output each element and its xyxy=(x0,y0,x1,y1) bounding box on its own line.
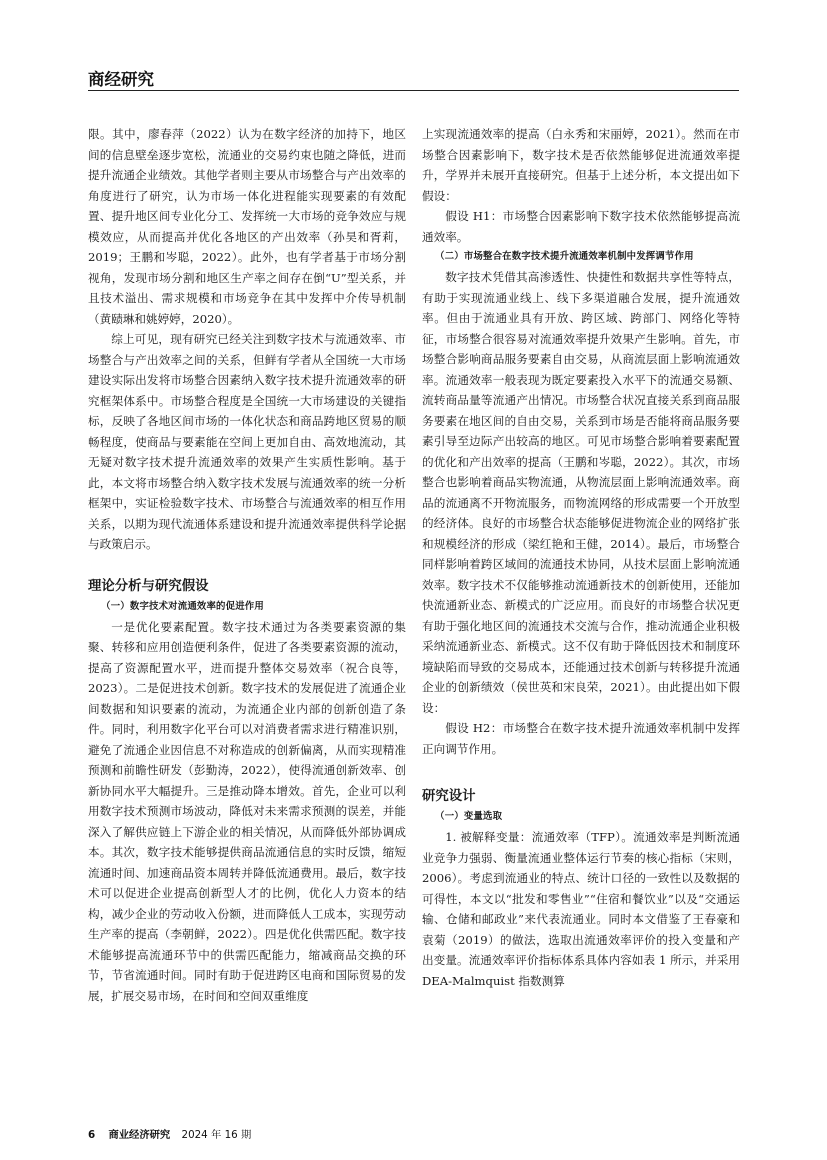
hypothesis-h2: 假设 H2：市场整合在数字技术提升流通效率机制中发挥正向调节作用。 xyxy=(422,721,740,756)
left-paragraph-2: 综上可见，现有研究已经关注到数字技术与流通效率、市场整合与产出效率之间的关系，但鲜有学者从全国统一大市场建设实际出发将市场整合因素纳入数字技术提升流通效率的研究框架体系中。市场整合程度是全国统一大市场建设的关键指标，反映了各地区间市场的一体化状态和商品跨地区贸易的顺畅程度，使商品与要素能在空间上更加自由、高效地流动，其无疑对数字技术提升流通效率的效果产生实质性影响。基于此，本文将市场整合纳入数字技术发展与流通效率的统一分析框架中，实证检验数字技术、市场整合与流通效率的相互作用关系，以期为现代流通体系建设和提升流通效率提供科学论据与政策启示。 xyxy=(88,332,406,551)
hypothesis-h1: 假设 H1：市场整合因素影响下数字技术依然能够提高流通效率。 xyxy=(422,209,740,244)
left-column xyxy=(88,124,406,1006)
page-number: 6 xyxy=(88,1129,96,1141)
subheading-variables: （一）变量选取 xyxy=(435,811,503,822)
header-rule xyxy=(88,90,739,91)
right-paragraph-1: 上实现流通效率的提高（白永秀和宋丽婷，2021）。然而在市场整合因素影响下，数字技术是否依然能够促进流通效率提升，学界并未展开直接研究。但基于上述分析，本文提出如下假设： xyxy=(422,127,740,203)
section-heading-design: 研究设计 xyxy=(422,789,476,804)
left-paragraph-1: 限。其中，廖春萍（2022）认为在数字经济的加持下，地区间的信息壁垒逐步宽松，流通业的交易约束也随之降低，进而提升流通企业绩效。其他学者则主要从市场整合与产出效率的角度进行了研究，认为市场一体化进程能实现要素的有效配置、提升地区间专业化分工、发挥统一大市场的竞争效应与规模效应，从而提高并优化各地区的产出效率（孙昊和胥莉，2019；王鹏和岑聪，2022）。此外，也有学者基于市场分割视角，发现市场分割和地区生产率之间存在倒“U”型关系，并且技术溢出、需求规模和市场竞争在其中发挥中介传导机制（黄赜琳和姚婷婷，2020）。 xyxy=(88,127,406,326)
section-spacer xyxy=(422,759,740,787)
left-paragraph-3: 一是优化要素配置。数字技术通过为各类要素资源的集聚、转移和应用创造便利条件，促进了各类要素资源的流动，提高了资源配置水平，进而提升整体交易效率（祝合良等，2023）。二是促进技术创新。数字技术的发展促进了流通企业间数据和知识要素的流动，为流通企业内部的创新创造了条件。同时，利用数字化平台可以对消费者需求进行精准识别，避免了流通企业因信息不对称造成的创新偏离，从而实现精准预测和前瞻性研发（彭勤涛，2022），使得流通创新效率、创新协同水平大幅提升。三是推动降本增效。首先，企业可以利用数字技术预测市场波动，降低对未来需求预测的误差，并能深入了解供应链上下游企业的相关情况，从而降低外部协调成本。其次，数字技术能够提供商品流通信息的实时反馈，缩短流通时间、加速商品资本周转并降低流通费用。最后，数字技术可以促进企业提高创新型人才的比例，优化人力资本的结构，减少企业的劳动收入份额，进而降低人工成本，实现劳动生产率的提高（李朝鲜，2022）。四是优化供需匹配。数字技术能够提高流通环节中的供需匹配能力，缩减商品交换的环节，节省流通时间。同时有助于促进跨区电商和国际贸易的发展，扩展交易市场，在时间和空间双重维度 xyxy=(88,619,406,1003)
section-spacer xyxy=(88,555,406,577)
subheading-market-integration: （二）市场整合在数字技术提升流通效率机制中发挥调节作用 xyxy=(435,251,694,262)
right-paragraph-2: 数字技术凭借其高渗透性、快捷性和数据共享性等特点，有助于实现流通业线上、线下多渠道融合发展，提升流通效率。但由于流通业具有开放、跨区域、跨部门、网络化等特征，市场整合很容易对流通效率提升效果产生影响。首先，市场整合影响商品服务要素自由交易，从商流层面上影响流通效率。流通效率一般表现为既定要素投入水平下的流通交易额、流转商品量等流通产出情况。市场整合状况直接关系到商品服务要素在地区间的自由交易，关系到市场是否能将商品服务要素引导至边际产出较高的地区。可见市场整合影响着要素配置的优化和产出效率的提高（王鹏和岑聪，2022）。其次，市场整合也影响着商品实物流通，从物流层面上影响流通效率。商品的流通离不开物流服务，而物流网络的形成需要一个开放型的经济体。良好的市场整合状态能够促进物流企业的网络扩张和规模经济的形成（梁红艳和王健，2014）。最后，市场整合同样影响着跨区域间的流通技术协同，从技术层面上影响流通效率。数字技术不仅能够推动流通新技术的创新使用，还能加快流通新业态、新模式的广泛应用。而良好的市场整合状况更有助于强化地区间的流通技术交流与合作，推动流通企业积极采纳流通新业态、新模式。这不仅有助于降低因技术和制度环境缺陷而导致的交易成本，还能通过技术创新与转移提升流通企业的创新绩效（侯世英和宋良荣，2021）。由此提出如下假设： xyxy=(422,270,740,715)
right-column xyxy=(422,124,740,991)
footer-journal: 商业经济研究 xyxy=(108,1129,171,1141)
footer-issue: 2024 年 16 期 xyxy=(181,1129,252,1141)
subheading-digital-tech: （一）数字技术对流通效率的促进作用 xyxy=(101,600,264,612)
right-paragraph-3: 1. 被解释变量：流通效率（TFP）。流通效率是判断流通业竞争力强弱、衡量流通业整体运行节奏的核心指标（宋则，2006）。考虑到流通业的特点、统计口径的一致性以及数据的可得性，本文以“批发和零售业”“住宿和餐饮业”以及“交通运输、仓储和邮政业”来代表流通业。同时本文借鉴了王春豪和袁菊（2019）的做法，选取出流通效率评价的投入变量和产出变量。流通效率评价指标体系具体内容如表 1 所示，并采用 DEA-Malmquist 指数测算 xyxy=(422,830,740,988)
page-footer xyxy=(88,1126,251,1141)
section-heading-theory: 理论分析与研究假设 xyxy=(88,578,209,594)
journal-title: 商经研究 xyxy=(88,70,154,89)
